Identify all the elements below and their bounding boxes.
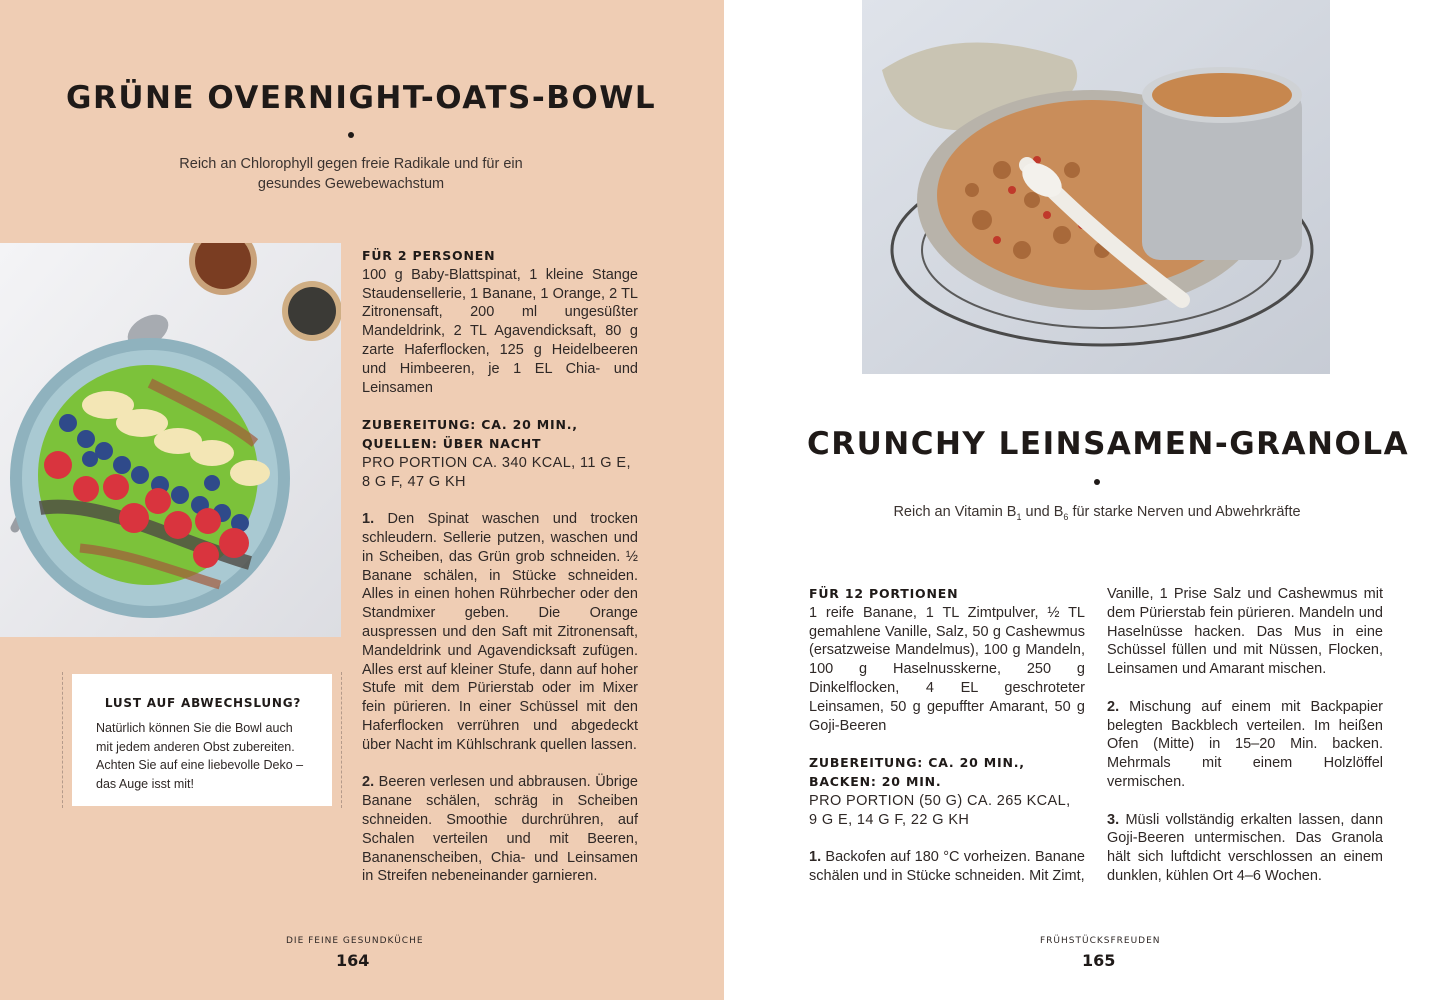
left-step-1-number: 1. (362, 511, 375, 528)
right-step-1-continued: Vanille, 1 Prise Salz und Cashewmus mit dem Pürierstab fein pürieren. Mandeln und Haselnüsse hacken. Das Mus in eine Schüssel füllen und mit Nüssen, Flocken, Leinsamen und Amarant mischen. (1107, 586, 1383, 678)
right-step-2-number: 2. (1107, 698, 1120, 715)
right-subtitle (824, 503, 1370, 527)
right-subtitle-part2: und B (1021, 504, 1064, 520)
granola-photo (862, 0, 1330, 374)
right-subtitle-part3: für starke Nerven und Abwehrkräfte (1068, 504, 1301, 520)
right-step-1 (809, 848, 1085, 886)
right-footer-label: FRÜHSTÜCKSFREUDEN (1040, 936, 1161, 946)
right-step-3-number: 3. (1107, 811, 1120, 828)
tip-heading: LUST AUF ABWECHSLUNG? (104, 696, 302, 710)
left-nutrition-2: 8 G F, 47 G KH (362, 473, 466, 490)
right-step-3 (1107, 811, 1383, 886)
smoothie-bowl-photo (0, 243, 341, 637)
right-prep-heading-1: ZUBEREITUNG: CA. 20 MIN., (809, 755, 1025, 771)
right-step-2-text: Mischung auf einem mit Backpapier belegten Backblech verteilen. Im heißen Ofen (Mitte) in 15–20 Min. backen. Mehrmals mit einem Holzlöffel vermischen. (1107, 698, 1384, 790)
right-nutrition-1: PRO PORTION (50 G) CA. 265 KCAL, (809, 792, 1071, 809)
left-step-2-number: 2. (362, 774, 375, 791)
left-ingredients: 100 g Baby-Blattspinat, 1 kleine Stange Staudensellerie, 1 Banane, 1 Orange, 2 TL Zitronensaft, 200 ml ungesüßter Mandeldrink, 2 TL Agavendicksaft, 80 g zarte Haferflocken, 125 g Heidelbeeren und Himbeeren, je 1 EL Chia- und Leinsamen (362, 266, 638, 396)
right-step-1-number: 1. (809, 849, 822, 866)
left-title-dot (348, 132, 354, 138)
left-step-1-text: Den Spinat waschen und trocken schleudern. Sellerie putzen, waschen und in Scheiben, das Grün grob schneiden. ½ Banane schälen, in Stücke schneiden. Alles in einen hohen Rührbecher oder den Standmixer geben. Die Orange auspressen und den Saft mit Zitronensaft, Mandeldrink und Agavendicksaft zufügen. Alles erst auf kleiner Stufe, dann auf hoher Stufe mit dem Pürierstab oder im Mixer fein pürieren. In einer Schüssel mit den Haferflocken verrühren und abgedeckt über Nacht im Kühlschrank quellen lassen. (362, 511, 638, 753)
tip-box (72, 674, 332, 806)
right-subtitle-sub1: 1 (1016, 511, 1022, 522)
right-step-1-text: Backofen auf 180 °C vorheizen. Banane schälen und in Stücke schneiden. Mit Zimt, (809, 849, 1085, 884)
right-subtitle-sub2: 6 (1063, 511, 1069, 522)
right-page-number: 165 (1082, 951, 1116, 970)
right-prep-heading-2: BACKEN: 20 MIN. (809, 773, 942, 789)
right-step-3-text: Müsli vollständig erkalten lassen, dann Goji-Beeren untermischen. Das Granola hält sich luftdicht verschlossen an einem dunklen, kühlen Ort 4–6 Wochen. (1107, 811, 1384, 884)
left-servings-heading: FÜR 2 PERSONEN (362, 248, 496, 263)
right-step-2 (1107, 698, 1383, 792)
right-subtitle-part1: Reich an Vitamin B (893, 504, 1017, 520)
tip-text: Natürlich können Sie die Bowl auch mit jedem anderen Obst zubereiten. Achten Sie auf eine liebevolle Deko – das Auge isst mit! (96, 720, 304, 792)
right-nutrition-2: 9 G E, 14 G F, 22 G KH (809, 811, 970, 828)
left-subtitle-line2: gesundes Gewebewachstum (257, 175, 445, 192)
left-step-1 (362, 510, 638, 754)
smoothie-bowl-illustration (0, 243, 341, 637)
left-recipe-column (362, 247, 638, 886)
right-servings-heading: FÜR 12 PORTIONEN (809, 586, 959, 601)
left-nutrition-1: PRO PORTION CA. 340 KCAL, 11 G E, (362, 454, 631, 471)
left-footer-label: DIE FEINE GESUNDKÜCHE (286, 936, 424, 946)
right-title-dot (1094, 479, 1100, 485)
left-step-2 (362, 773, 638, 886)
left-prep-heading-1: ZUBEREITUNG: CA. 20 MIN., (362, 417, 578, 433)
right-page (724, 0, 1447, 1000)
left-subtitle-line1: Reich an Chlorophyll gegen freie Radikale und für ein (179, 156, 523, 172)
right-recipe-title: CRUNCHY LEINSAMEN-GRANOLA (807, 426, 1410, 462)
left-page-number: 164 (336, 951, 370, 970)
granola-illustration (862, 0, 1330, 374)
left-subtitle (150, 155, 552, 194)
right-recipe-column-1 (809, 585, 1085, 886)
left-recipe-title: GRÜNE OVERNIGHT-OATS-BOWL (66, 80, 657, 116)
right-recipe-column-2 (1107, 585, 1383, 886)
left-step-2-text: Beeren verlesen und abbrausen. Übrige Banane schälen, schräg in Scheiben schneiden. Smoothie durchrühren, auf Schalen verteilen und mit Beeren, Bananenscheiben, Chia- und Leinsamen in Streifen nebeneinander garnieren. (362, 774, 638, 885)
left-prep-heading-2: QUELLEN: ÜBER NACHT (362, 435, 542, 451)
right-ingredients: 1 reife Banane, 1 TL Zimtpulver, ½ TL gemahlene Vanille, Salz, 50 g Cashewmus (ersatzweise Mandelmus), 100 g Mandeln, 100 g Haselnusskerne, 250 g Dinkelflocken, 4 EL geschroteter Leinsamen, 50 g gepuffter Amarant, 50 g Goji-Beeren (809, 604, 1085, 734)
